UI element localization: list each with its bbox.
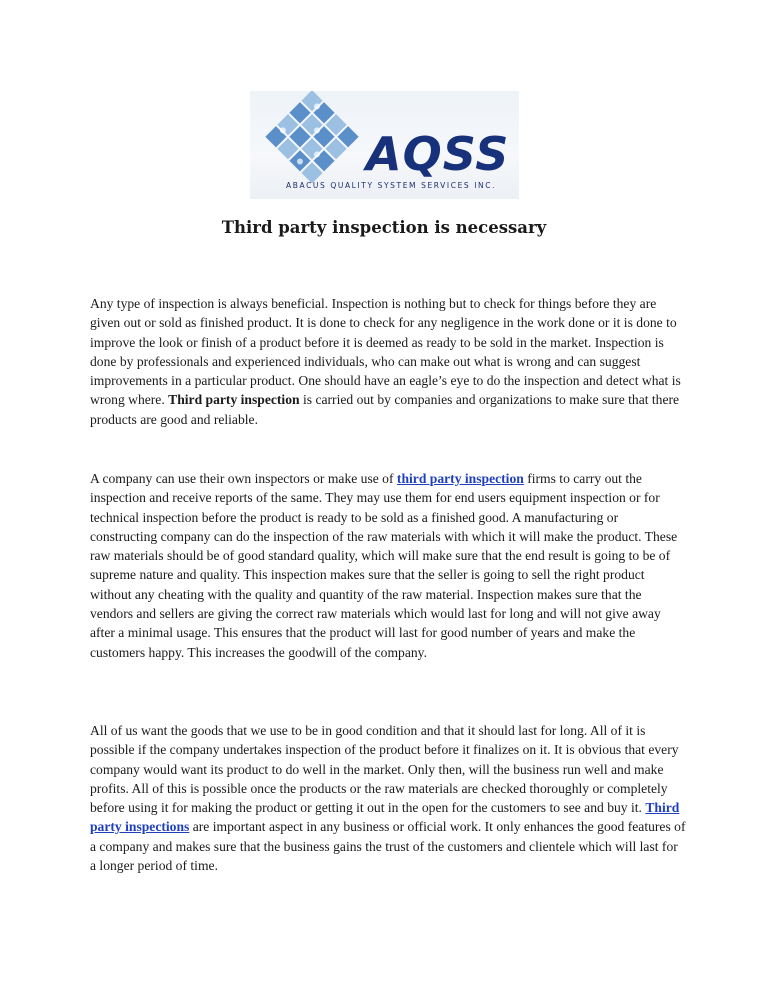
third-party-inspection-link[interactable]: third party inspection xyxy=(396,471,524,486)
paragraph-3-text-start: All of us want the goods that we use to be in good condition and that it should last for long. All of it is possible if the company undertakes inspection of the product before it finalizes on it. It is obvious that every company would want its product to do well in the market. Only then, will the business run well and make profits. All of this is possible once the products or the raw materials are checked thoroughly or completely before using it for making the product or getting it out in the open for the customers to see and buy it. xyxy=(90,723,679,816)
logo-tagline: ABACUS QUALITY SYSTEM SERVICES INC. xyxy=(286,181,497,190)
paragraph-2-text-start: A company can use their own inspectors or make use of xyxy=(90,471,397,486)
document-title: Third party inspection is necessary xyxy=(221,218,547,237)
paragraph-1-text-start: Any type of inspection is always beneficial. Inspection is nothing but to check for things before they are given out or sold as finished product. It is done to check for any negligence in the work done or it is done to improve the look or finish of a product before it is deemed as ready to be sold in the market. Inspection is done by professionals and experienced individuals, who can make out what is wrong and can suggest improvements in a particular product. One should have an eagle’s eye to do the inspection and detect what is wrong where. xyxy=(90,296,681,408)
company-logo xyxy=(250,91,519,199)
paragraph-3-text-end: are important aspect in any business or official work. It only enhances the good features of a company and makes sure that the business gains the trust of the customers and clientele which will last for a longer period of time. xyxy=(90,819,686,874)
third-party-inspections-link[interactable]: Third party inspections xyxy=(90,800,680,835)
paragraph-1 xyxy=(90,294,686,429)
paragraph-2 xyxy=(90,469,686,662)
logo-brand-text: AQSS xyxy=(366,127,510,181)
paragraph-1-bold-term: Third party inspection xyxy=(168,392,300,408)
paragraph-1-text-end: is carried out by companies and organizations to make sure that there products are good and reliable. xyxy=(90,392,680,427)
paragraph-2-text-end: firms to carry out the inspection and receive reports of the same. They may use them for end users equipment inspection or for technical inspection before the product is ready to be sold as a finished good. A manufacturing or constructing company can do the inspection of the raw materials with which it will make the product. These raw materials should be of good standard quality, which will make sure that the end result is going to be of supreme nature and quality. This inspection makes sure that the seller is going to sell the right product without any cheating with the quality and quantity of the raw material. Inspection makes sure that the vendors and sellers are giving the correct raw materials which would last for long and will not give away after a minimal usage. This ensures that the product will last for good number of years and make the customers happy. This increases the goodwill of the company. xyxy=(90,471,678,660)
paragraph-3 xyxy=(90,721,686,875)
